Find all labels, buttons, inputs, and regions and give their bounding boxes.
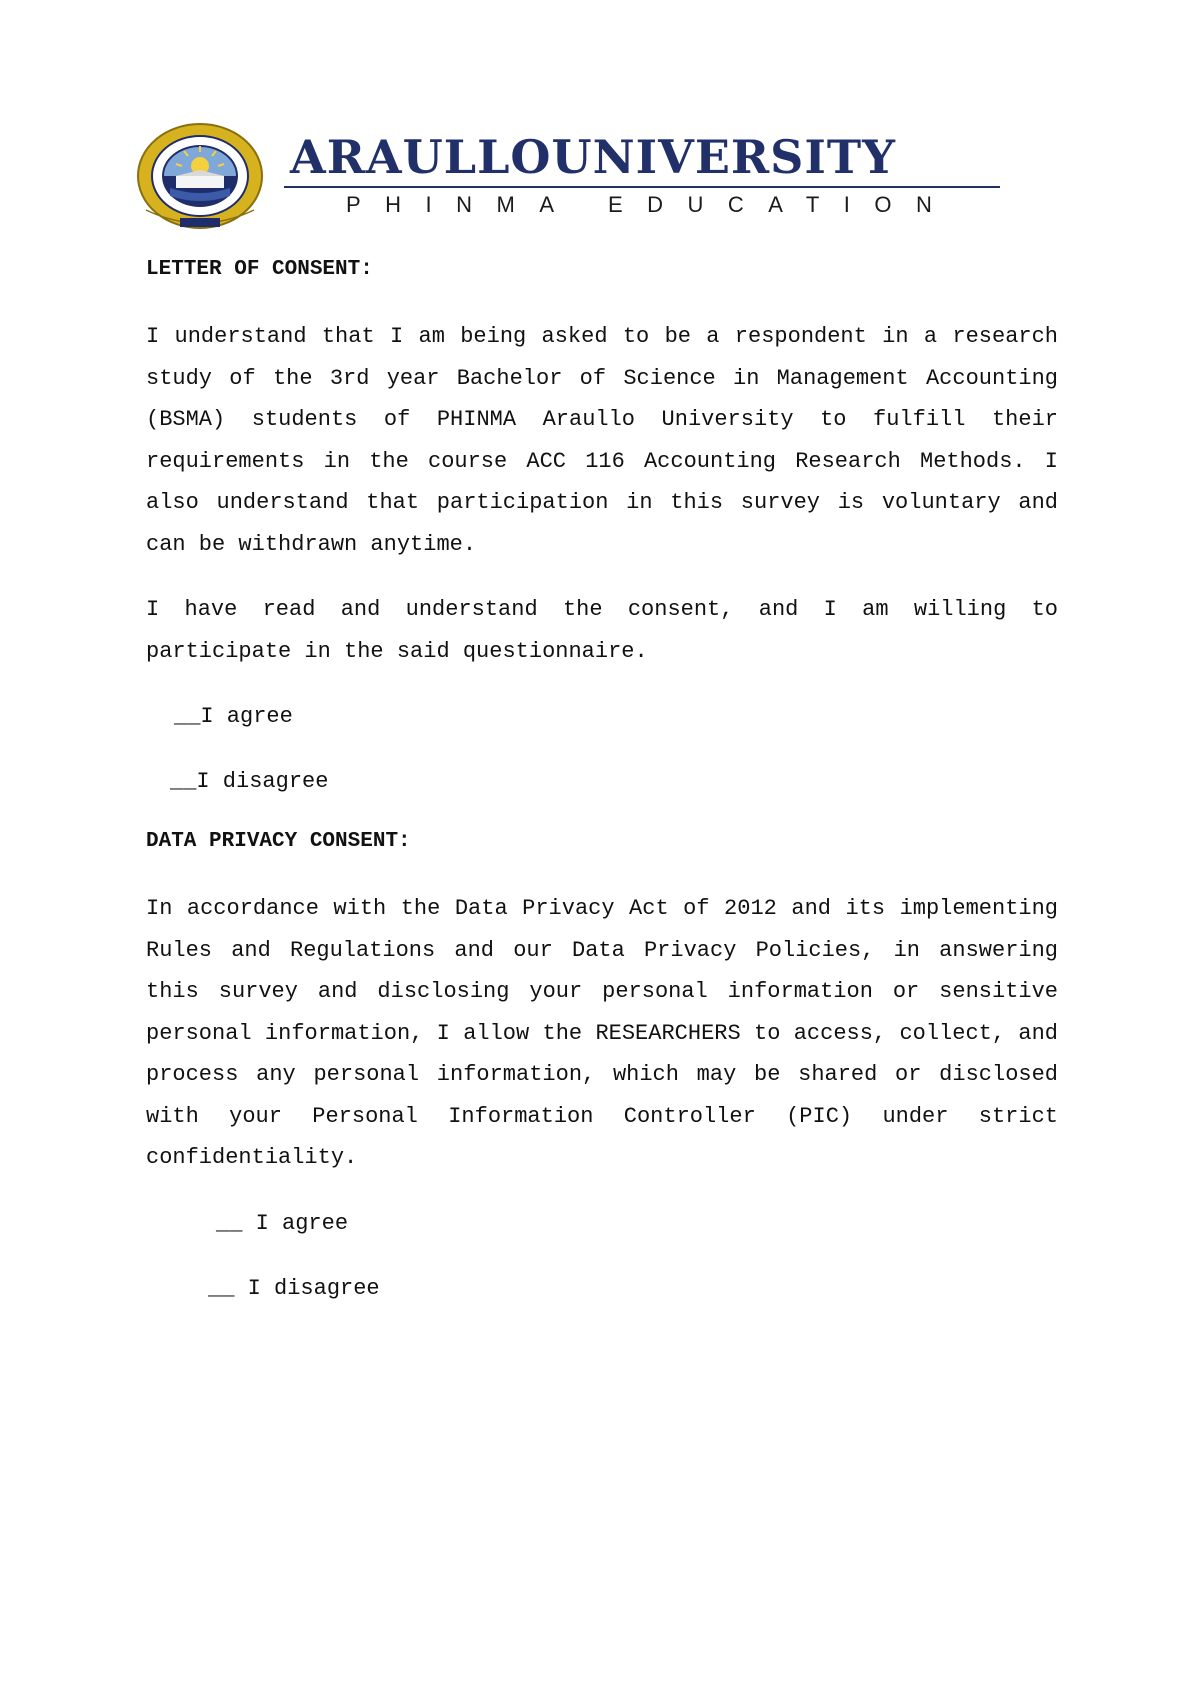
letter-consent-disagree-option[interactable]: __I disagree [170,769,329,794]
data-privacy-paragraph: In accordance with the Data Privacy Act of 2012 and its implementing Rules and Regulations and our Data Privacy Policies, in answering this survey and disclosing your personal information or sensitive personal information, I allow the RESEARCHERS to access, collect, and process any personal information, which may be shared or disclosed with your Personal Information Controller (PIC) under strict confidentiality. [146,896,1058,1170]
consent-acknowledgement-paragraph: I have read and understand the consent, and I am willing to participate in the said questionnaire. [146,597,1058,664]
university-subtitle: PHINMA EDUCATION [346,192,957,217]
university-header [124,118,1004,234]
letter-consent-agree-option[interactable]: __I agree [174,704,293,729]
wordmark-divider [284,186,1000,188]
data-privacy-consent-heading: DATA PRIVACY CONSENT: [146,830,411,853]
letter-of-consent-heading: LETTER OF CONSENT: [146,258,373,281]
data-privacy-disagree-option[interactable]: __ I disagree [208,1275,380,1301]
data-privacy-agree-option[interactable]: __ I agree [216,1210,349,1236]
university-seal-logo [124,118,276,234]
consent-body [146,254,1058,1333]
letter-of-consent-paragraph: I understand that I am being asked to be a respondent in a research study of the 3rd year Bachelor of Science in Management Accounting (BSMA) students of PHINMA Araullo University to fulfill their requirements in the course ACC 116 Accounting Research Methods. I also understand that participation in this survey is voluntary and can be withdrawn anytime. [146,324,1058,557]
university-wordmark [282,130,1002,230]
university-name: ARAULLOUNIVERSITY [290,130,896,184]
